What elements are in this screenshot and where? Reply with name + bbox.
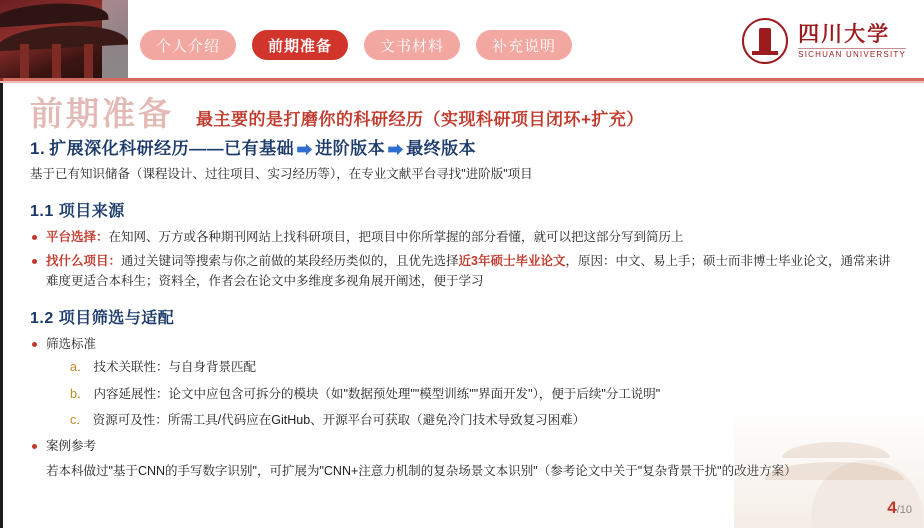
- criteria-label: 筛选标准: [46, 336, 97, 351]
- bullet-1-lead: 找什么项目：: [46, 254, 122, 269]
- page-number: [887, 498, 912, 518]
- page-subtitle: 最主要的是打磨你的科研经历（实现科研项目闭环+扩充）: [196, 110, 644, 129]
- section-1-1-heading: 1.1 项目来源: [30, 202, 125, 220]
- bullet-1-text-after: ，原因：中文、易上手；硕士而非博士毕业论文，通常来讲难度更适合本科生；资料全，作者会在论文中多维度多视角展开阐述，便于学习: [46, 254, 891, 288]
- header-photo-pavilion: [0, 0, 128, 78]
- university-name-en: SICHUAN UNIVERSITY: [798, 49, 906, 59]
- nav-tab-1[interactable]: 前期准备: [252, 30, 348, 60]
- criteria-1-text: 内容延展性：论文中应包含可拆分的模块（如"数据预处理""模型训练""界面开发"），便于后续"分工说明": [93, 386, 661, 401]
- bullet-0-text: 在知网、万方或各种期刊网站上找科研项目，把项目中你所掌握的部分看懂，就可以把这部分写到简历上: [108, 229, 684, 244]
- university-logo: [742, 18, 906, 64]
- pavilion-pillar: [84, 44, 93, 78]
- page-number-total: /10: [896, 504, 912, 516]
- section-1-heading-c: 最终版本: [406, 139, 477, 158]
- list-item: [30, 252, 894, 291]
- section-1-1-bullets: [30, 228, 894, 291]
- criteria-2-label: c．: [70, 413, 89, 427]
- section-1-heading: [30, 134, 894, 159]
- section-1-paragraph: 基于已有知识储备（课程设计、过往项目、实习经历等），在专业文献平台寻找"进阶版"项目: [30, 167, 533, 181]
- section-1-heading-a: 扩展深化科研经历——已有基础: [49, 139, 295, 158]
- list-item: [30, 228, 894, 247]
- title-row: [30, 88, 644, 135]
- page-title: 前期准备: [30, 97, 174, 133]
- section-1-number: 1.: [30, 139, 46, 158]
- university-name-cn: 四川大学: [798, 21, 891, 46]
- bullet-0-lead: 平台选择：: [46, 229, 109, 244]
- nav-tab-0[interactable]: 个人介绍: [140, 30, 236, 60]
- criteria-2-text: 资源可及性：所需工具/代码应在GitHub、开源平台可获取（避免冷门技术导致复习困难）: [92, 413, 586, 427]
- arrow-right-icon: [297, 143, 312, 156]
- criteria-1-label: b．: [70, 386, 90, 401]
- page-number-current: 4: [887, 498, 897, 517]
- criteria-0-text: 技术关联性：与自身背景匹配: [93, 360, 256, 375]
- section-nav[interactable]: [140, 30, 572, 60]
- section-1-heading-b: 进阶版本: [315, 139, 386, 158]
- slide-header: [0, 0, 924, 78]
- case-label: 案例参考: [46, 439, 97, 454]
- university-logo-text: [798, 23, 906, 60]
- university-seal-icon: [742, 18, 788, 64]
- bullet-1-highlight: 近3年硕士毕业论文: [458, 254, 566, 269]
- header-divider-soft: [0, 81, 924, 83]
- list-item: [70, 385, 894, 404]
- nav-tab-3[interactable]: 补充说明: [476, 30, 572, 60]
- case-text: 若本科做过"基于CNN的手写数字识别"，可扩展为"CNN+注意力机制的复杂场景文本识别"（参考论文中关于"复杂背景干扰"的改进方案）: [46, 463, 797, 478]
- pavilion-pillar: [20, 44, 29, 78]
- arrow-right-icon: [388, 143, 403, 156]
- section-1-2-heading: 1.2 项目筛选与适配: [30, 309, 175, 327]
- list-item: [70, 358, 894, 377]
- nav-tab-2[interactable]: 文书材料: [364, 30, 460, 60]
- pavilion-roof-upper-icon: [0, 0, 109, 28]
- criteria-0-label: a．: [70, 360, 90, 375]
- pavilion-pillar: [52, 44, 61, 78]
- bullet-1-text-before: 通过关键词等搜索与你之前做的某段经历类似的，且优先选择: [121, 254, 459, 269]
